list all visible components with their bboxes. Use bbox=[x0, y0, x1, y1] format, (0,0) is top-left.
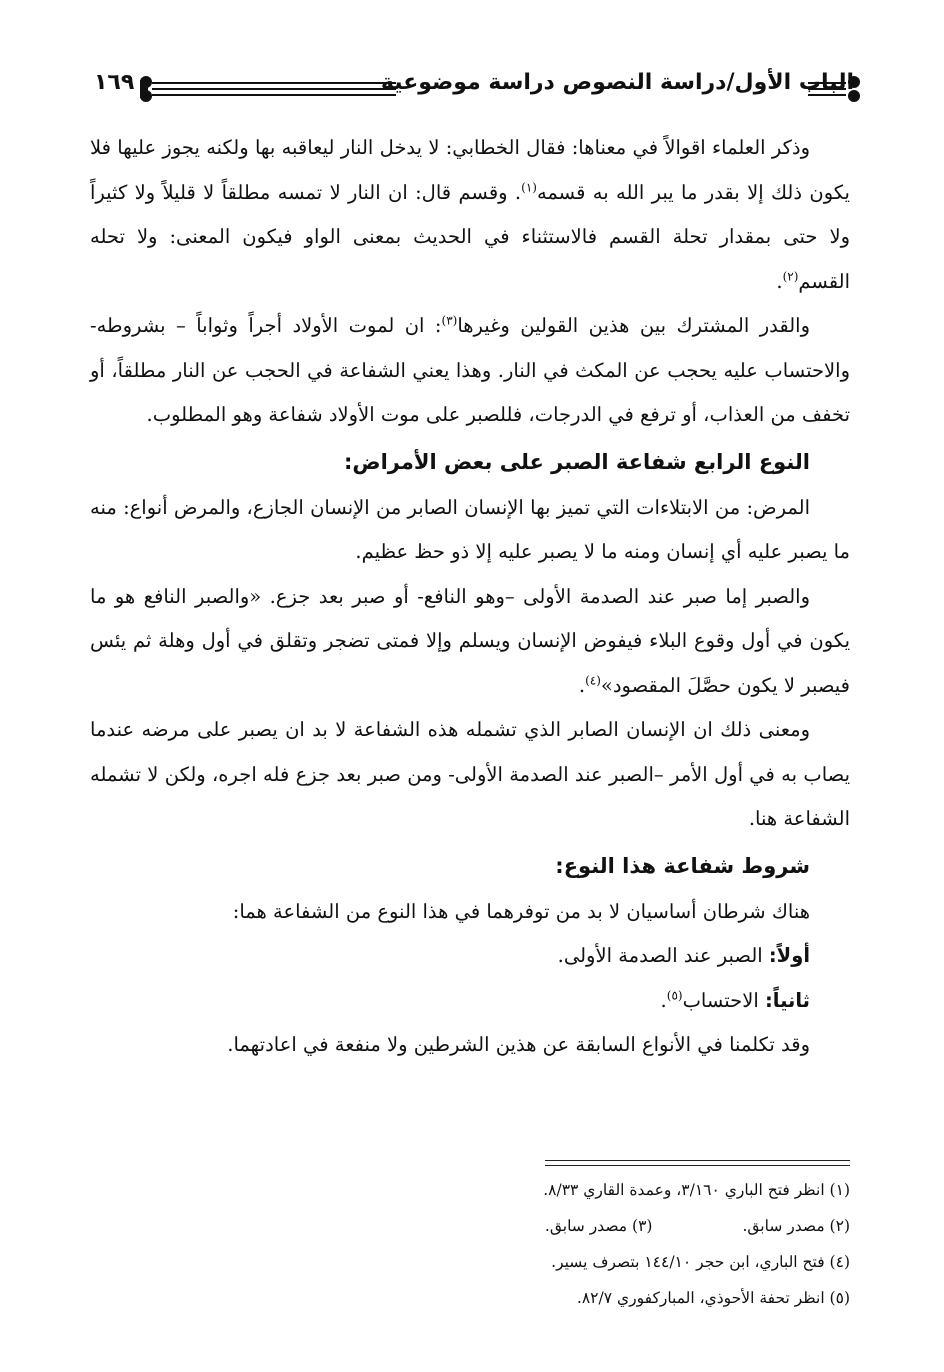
section-heading: شروط شفاعة هذا النوع: bbox=[555, 853, 810, 878]
footnote-ref[interactable]: (٣) bbox=[441, 313, 458, 328]
paragraph: هناك شرطان أساسيان لا بد من توفرهما في هذا النوع من الشفاعة هما: bbox=[232, 899, 810, 923]
page-number: ١٦٩ bbox=[94, 70, 135, 95]
body-text bbox=[90, 126, 850, 1068]
condition-item: ثانياً: الاحتساب$^{(٥)}$. bbox=[660, 988, 810, 1012]
condition-label: أولاً: bbox=[768, 944, 810, 967]
footnote-ref[interactable]: (٥) bbox=[666, 988, 683, 1002]
header-title: الباب الأول/دراسة النصوص دراسة موضوعية bbox=[380, 70, 854, 95]
paragraph: وقد تكلمنا في الأنواع السابقة عن هذين الشرطين ولا منفعة في اعادتهما. bbox=[227, 1033, 810, 1056]
footnote: (٥) انظر تحفة الأحوذي، المباركفوري ٨٢/٧. bbox=[576, 1289, 850, 1307]
footnotes bbox=[90, 1172, 850, 1316]
footnote: (١) انظر فتح الباري ٣/١٦٠، وعمدة القاري ٨/٣٣. bbox=[543, 1181, 850, 1199]
condition-label: ثانياً: bbox=[764, 988, 810, 1012]
footnote-ref[interactable]: (٤) bbox=[585, 673, 601, 687]
condition-item: أولاً: الصبر عند الصدمة الأولى. bbox=[557, 944, 810, 967]
footnote-ref[interactable]: (١) bbox=[521, 180, 537, 194]
paragraph: ومعنى ذلك ان الإنسان الصابر الذي تشمله هذه الشفاعة لا بد ان يصبر على مرضه عندما يصاب به في أول الأمر –الصبر عند الصدمة الأولى- ومن صبر بعد جزع فله اجره، ولكن لا تشمله الشفاعة هنا. bbox=[90, 718, 850, 830]
section-heading: النوع الرابع شفاعة الصبر على بعض الأمراض: bbox=[343, 449, 810, 474]
paragraph: المرض: من الابتلاءات التي تميز بها الإنسان الصابر من الإنسان الجازع، والمرض أنواع: منه ما يصبر عليه أي إنسان ومنه ما لا يصبر عليه إلا ذو حظ عظيم. bbox=[90, 495, 850, 563]
running-header bbox=[88, 66, 866, 112]
footnote: (٤) فتح الباري، ابن حجر ١٤٤/١٠ بتصرف يسير. bbox=[551, 1253, 850, 1271]
paragraph: وذكر العلماء اقوالاً في معناها: فقال الخطابي: لا يدخل النار ليعاقبه بها ولكنه يجوز عليها فلا يكون ذلك إلا بقدر ما يبر الله به قسمه$^{(١)}$. وقسم قال: ان النار لا تمسه مطلقاً لا قليلاً ولا كثيراً ولا حتى بمقدار تحلة القسم فالاستثناء في الحديث بمعنى الواو فيكون المعنى: ولا تحله القسم$^{(٢)}$. bbox=[90, 136, 850, 293]
footnote-row bbox=[90, 1208, 850, 1244]
footnote: (٢) مصدر سابق. bbox=[742, 1217, 850, 1235]
paragraph: والقدر المشترك بين هذين القولين وغيرها$^{(٣)}$: ان لموت الأولاد أجراً وثواباً – بشروطه- والاحتساب عليه يحجب عن المكث في النار. وهذا يعني الشفاعة في الحجب عن النار مطلقاً، أو تخفف من العذاب، أو ترفع في الدرجات، فللصبر على موت الأولاد شفاعة وهو المطلوب. bbox=[90, 313, 850, 426]
footnote-divider bbox=[545, 1160, 850, 1166]
paragraph: والصبر إما صبر عند الصدمة الأولى –وهو النافع- أو صبر بعد جزع. «والصبر النافع هو ما يكون في أول وقوع البلاء فيفوض الإنسان ويسلم وإلا فمتى تضجر وتقلق في أول وهلة ثم يئس فيصبر لا يكون حصَّلَ المقصود»$^{(٤)}$. bbox=[90, 584, 850, 697]
footnote: (٣) مصدر سابق. bbox=[544, 1217, 653, 1235]
footnote-ref[interactable]: (٢) bbox=[782, 269, 799, 283]
